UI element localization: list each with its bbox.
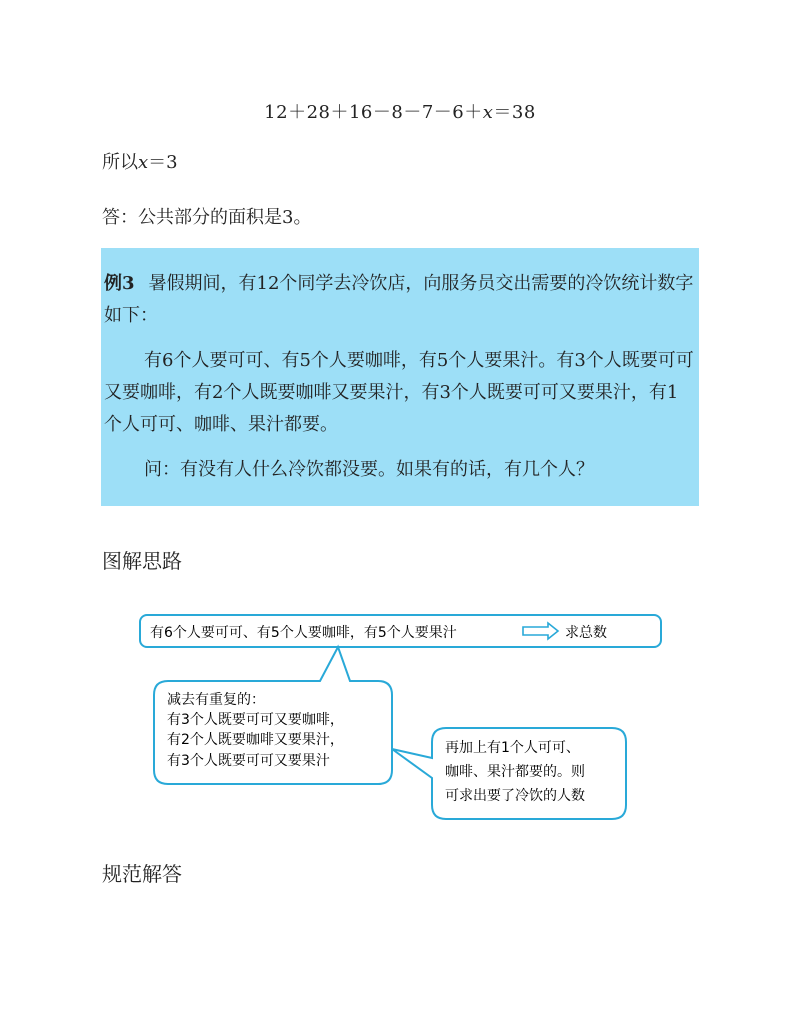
left-bubble-line: 有3个人既要可可又要果汁 <box>167 753 330 769</box>
example-question: 问：有没有人什么冷饮都没要。如果有的话，有几个人？ <box>144 459 594 480</box>
equation-variable: x <box>482 102 494 123</box>
example-body: 有6个人要可可、有5个人要咖啡，有5个人要果汁。有3个人既要可可又要咖啡，有2个人既要咖啡又要果汁，有3个人既要可可又要果汁，有1个人可可、咖啡、果汁都要。 <box>104 350 694 435</box>
right-bubble-line: 再加上有1个人可可、 <box>445 740 580 756</box>
example-intro: 暑假期间，有12个同学去冷饮店，向服务员交出需要的冷饮统计数字如下： <box>104 273 694 326</box>
right-bubble-line: 可求出要了冷饮的人数 <box>445 788 585 804</box>
section-heading-diagram: 图解思路 <box>102 549 182 573</box>
equation-part2: ＝38 <box>493 102 536 123</box>
equation-part1: 12＋28＋16－8－7－6＋ <box>264 102 483 123</box>
answer-line: 答：公共部分的面积是3。 <box>102 207 312 228</box>
conclusion-prefix: 所以 <box>102 152 138 173</box>
example-label: 例3 <box>104 273 135 294</box>
conclusion-suffix: ＝3 <box>148 152 178 173</box>
example-intro-paragraph <box>104 268 696 332</box>
reasoning-diagram <box>0 600 800 830</box>
conclusion-variable: x <box>138 152 149 173</box>
left-bubble-line: 有2个人既要咖啡又要果汁， <box>167 732 344 748</box>
right-bubble-line: 咖啡、果汁都要的。则 <box>445 764 585 780</box>
conclusion-line <box>102 148 178 174</box>
left-bubble-line: 减去有重复的： <box>167 692 265 708</box>
top-box-text: 有6个人要可可、有5个人要咖啡，有5个人要果汁 <box>150 625 457 641</box>
top-result-text: 求总数 <box>565 625 607 641</box>
left-bubble-line: 有3个人既要可可又要咖啡， <box>167 712 344 728</box>
equation-line <box>0 98 800 124</box>
example-box <box>101 248 699 506</box>
section-heading-solution: 规范解答 <box>102 862 182 886</box>
